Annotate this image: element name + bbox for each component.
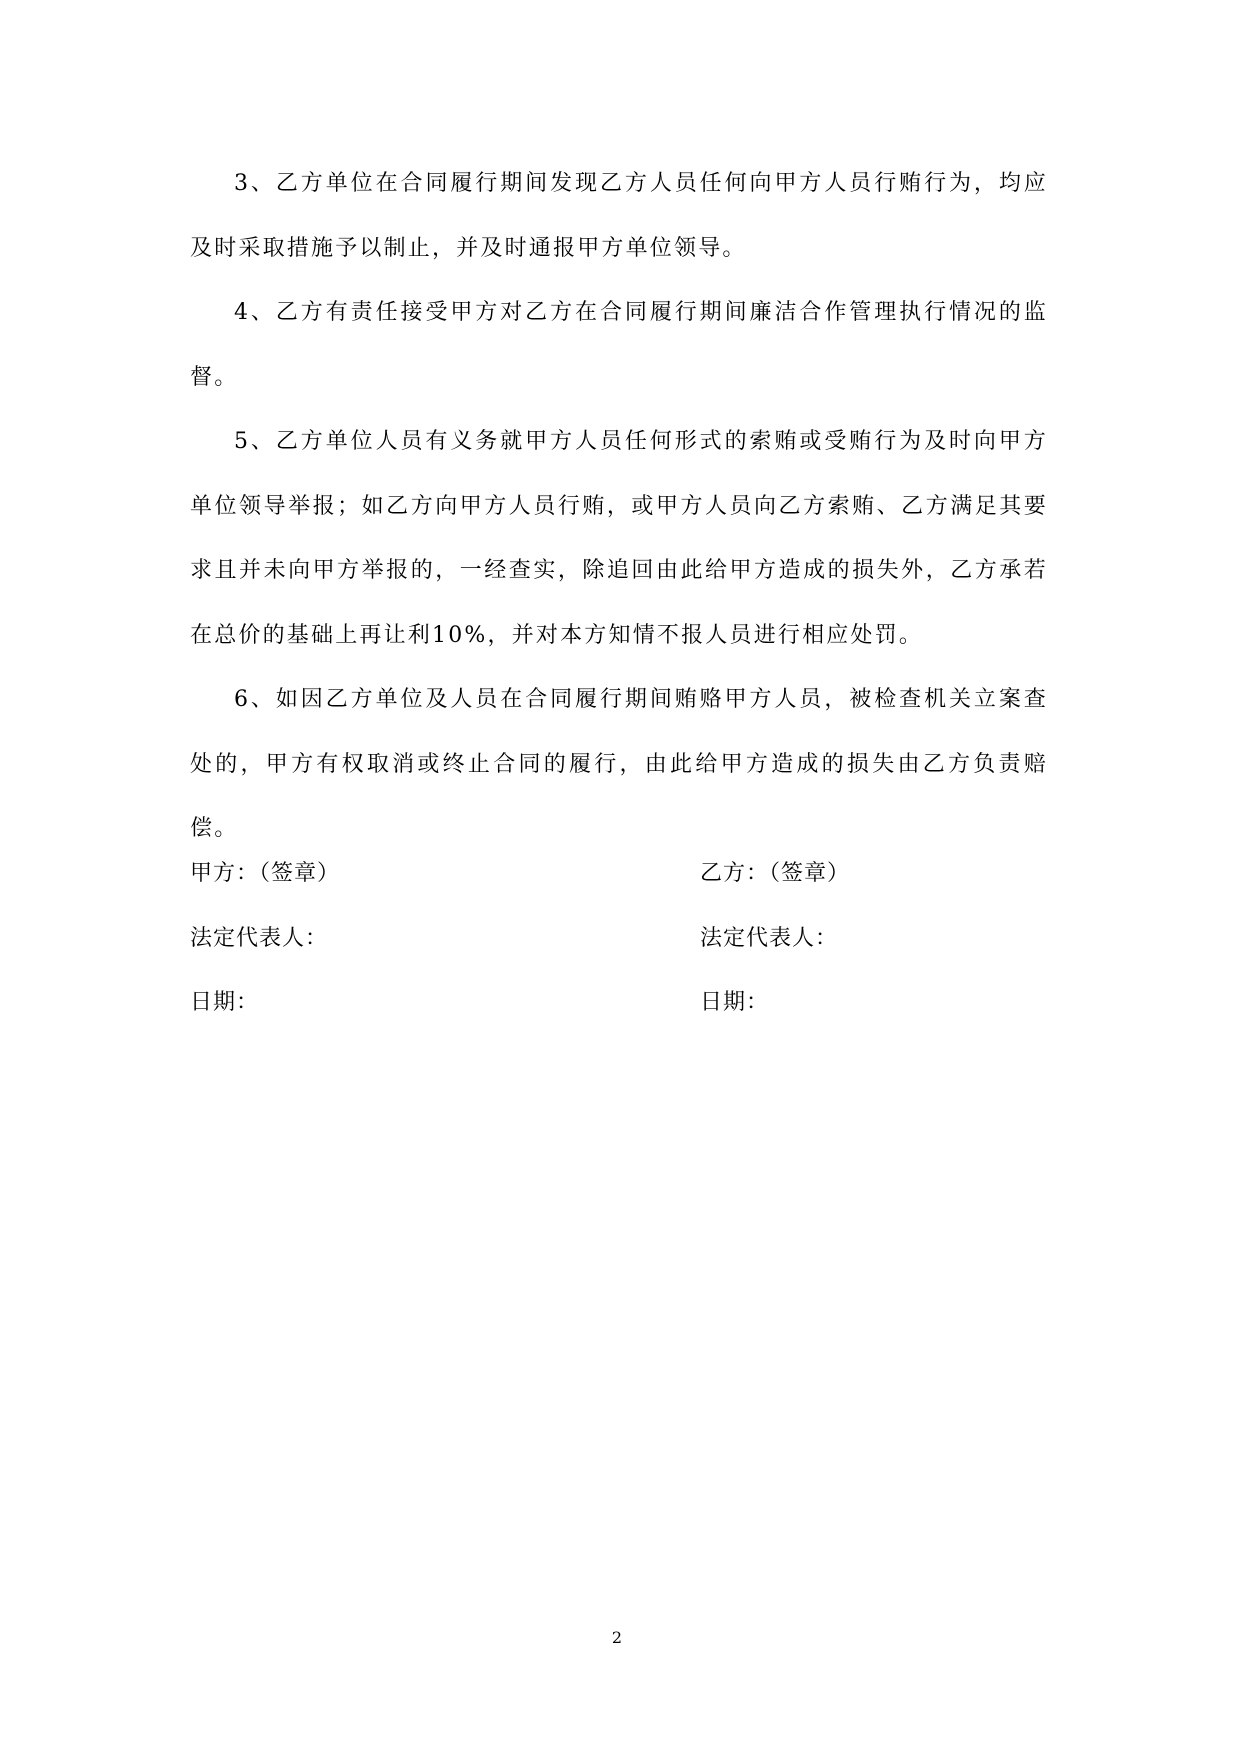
party-b-date-label: 日期： [700,990,770,1015]
clause-6: 6、如因乙方单位及人员在合同履行期间贿赂甲方人员，被检查机关立案查处的，甲方有权取消或终止合同的履行，由此给甲方造成的损失由乙方负责赔偿。 [190,687,1048,841]
clause-5: 5、乙方单位人员有义务就甲方人员任何形式的索贿或受贿行为及时向甲方单位领导举报；如乙方向甲方人员行贿，或甲方人员向乙方索贿、乙方满足其要求且并未向甲方举报的，一经查实，除追回由此给甲方造成的损失外，乙方承若在总价的基础上再让利10%，并对本方知情不报人员进行相应处罚。 [190,429,1048,648]
signature-block [190,856,1048,1050]
party-a-date-label: 日期： [190,990,260,1015]
contract-body [190,152,1048,862]
clause-4: 4、乙方有责任接受甲方对乙方在合同履行期间廉洁合作管理执行情况的监督。 [190,300,1048,390]
party-b-seal-label: 乙方：（签章） [700,861,851,886]
seal-row [190,856,1048,921]
party-a-representative-label: 法定代表人： [190,925,329,951]
clause-3: 3、乙方单位在合同履行期间发现乙方人员任何向甲方人员行贿行为，均应及时采取措施予以制止，并及时通报甲方单位领导。 [190,171,1048,261]
party-a-seal-label: 甲方：（签章） [190,861,341,886]
page-number: 2 [611,1628,623,1647]
date-row [190,985,1048,1050]
representative-row [190,921,1048,986]
party-b-representative-label: 法定代表人： [700,925,839,951]
